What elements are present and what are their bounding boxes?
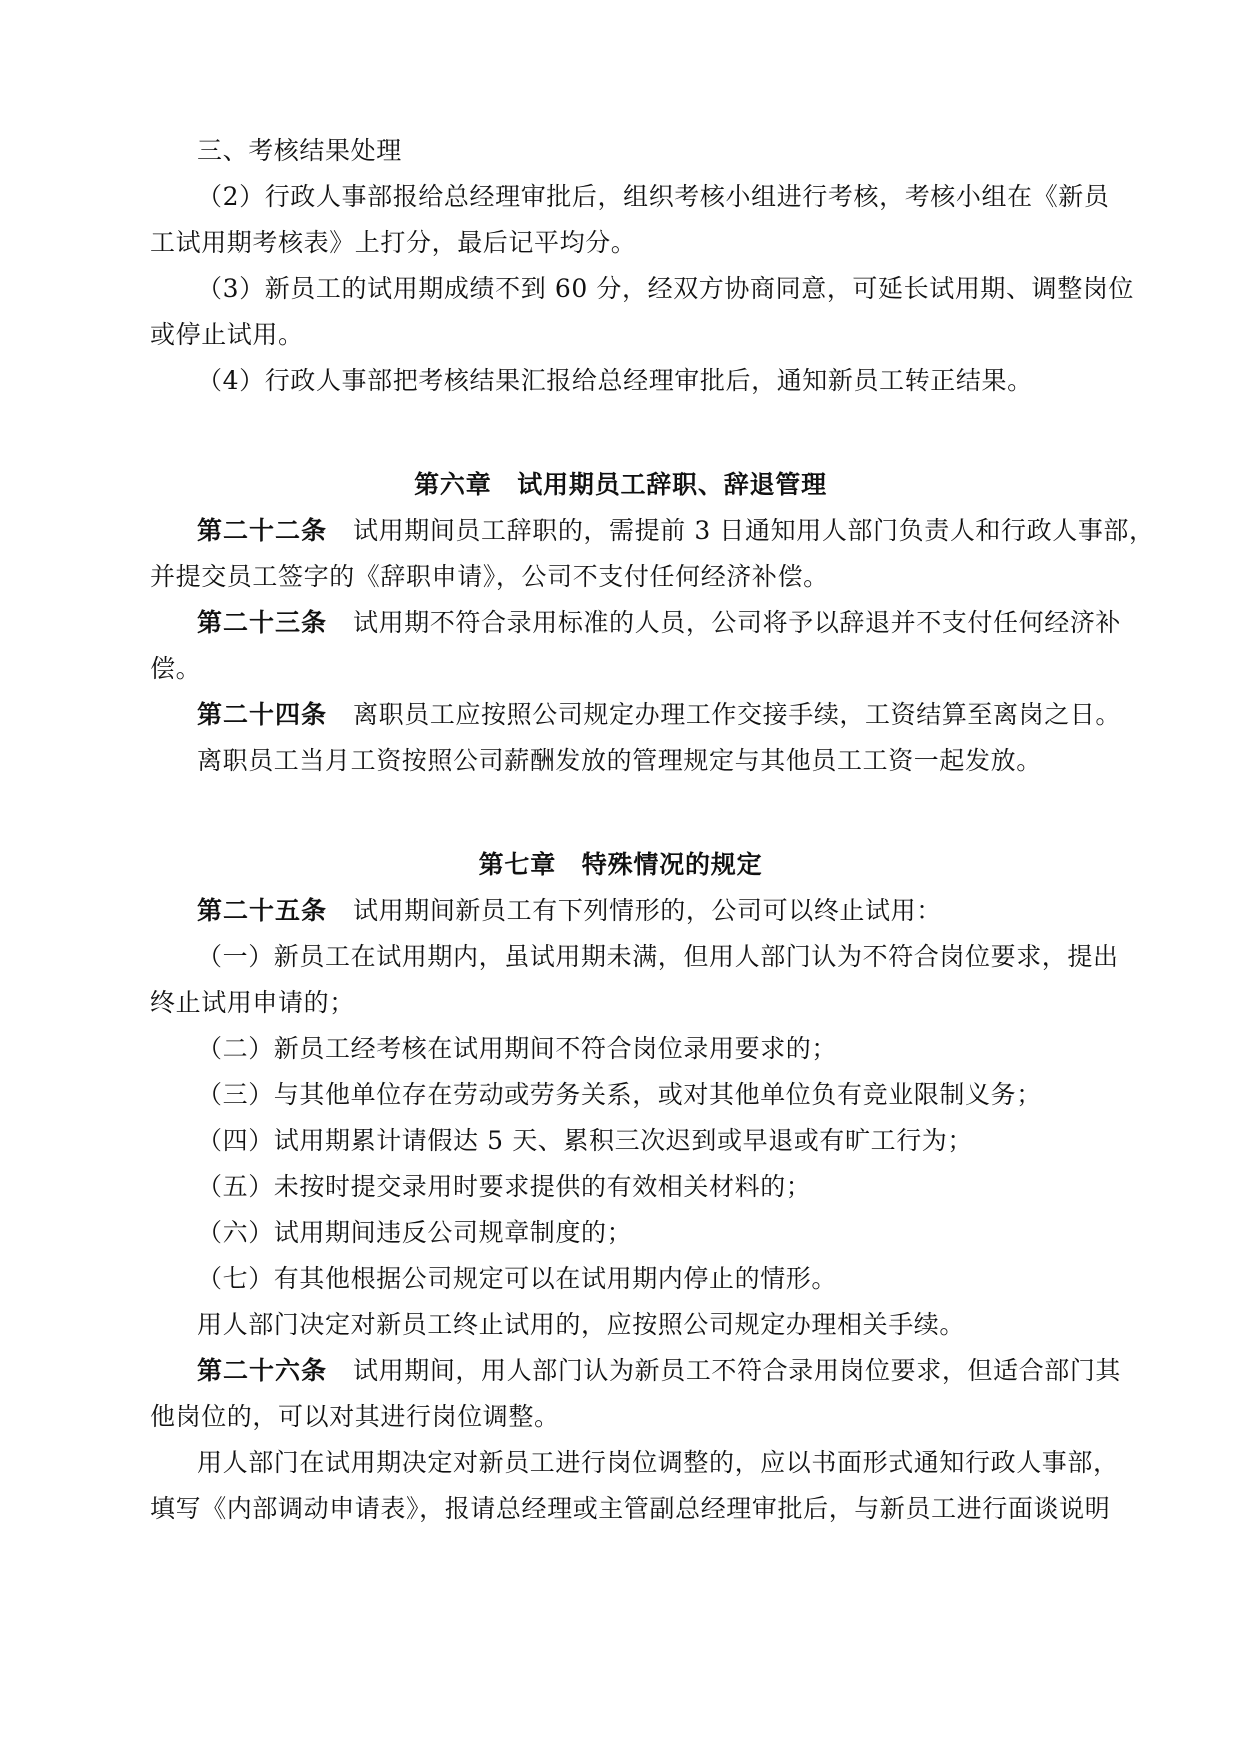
article-23 [197, 606, 1121, 640]
chapter-heading: 第六章 试用期员工辞职、辞退管理 [414, 470, 827, 499]
article-label: 第二十三条 [197, 608, 328, 637]
paragraph-line: 偿。 [150, 654, 202, 683]
paragraph-line: 终止试用申请的； [150, 988, 355, 1017]
article-label: 第二十四条 [197, 700, 328, 729]
list-item: （四）试用期累计请假达 5 天、累积三次迟到或早退或有旷工行为； [197, 1126, 974, 1155]
list-item: （五）未按时提交录用时要求提供的有效相关材料的； [197, 1172, 812, 1201]
paragraph-line: 用人部门在试用期决定对新员工进行岗位调整的，应以书面形式通知行政人事部， [197, 1448, 1119, 1477]
article-label: 第二十二条 [197, 516, 328, 545]
list-item: （二）新员工经考核在试用期间不符合岗位录用要求的； [197, 1034, 838, 1063]
list-item: （三）与其他单位存在劳动或劳务关系，或对其他单位负有竞业限制义务； [197, 1080, 1042, 1109]
article-25 [197, 894, 942, 928]
paragraph-line: 或停止试用。 [150, 320, 304, 349]
paragraph-line: 用人部门决定对新员工终止试用的，应按照公司规定办理相关手续。 [197, 1310, 966, 1339]
article-label: 第二十六条 [197, 1356, 328, 1385]
list-item: （七）有其他根据公司规定可以在试用期内停止的情形。 [197, 1264, 838, 1293]
article-text: 试用期间员工辞职的，需提前 3 日通知用人部门负责人和行政人事部， [353, 516, 1155, 545]
paragraph-line: 填写《内部调动申请表》，报请总经理或主管副总经理审批后，与新员工进行面谈说明 [150, 1494, 1111, 1523]
section-title: 三、考核结果处理 [197, 136, 402, 165]
article-24 [197, 698, 1121, 732]
paragraph-line: 离职员工当月工资按照公司薪酬发放的管理规定与其他员工工资一起发放。 [197, 746, 1042, 775]
chapter-heading: 第七章 特殊情况的规定 [478, 850, 763, 879]
article-text: 试用期不符合录用标准的人员，公司将予以辞退并不支付任何经济补 [353, 608, 1122, 637]
article-22 [197, 514, 1155, 548]
article-text: 试用期间新员工有下列情形的，公司可以终止试用： [353, 896, 942, 925]
paragraph-line: 他岗位的，可以对其进行岗位调整。 [150, 1402, 560, 1431]
paragraph-line: （4）行政人事部把考核结果汇报给总经理审批后，通知新员工转正结果。 [197, 366, 1033, 395]
paragraph-line: 工试用期考核表》上打分，最后记平均分。 [150, 228, 637, 257]
article-text: 试用期间，用人部门认为新员工不符合录用岗位要求，但适合部门其 [353, 1356, 1122, 1385]
article-label: 第二十五条 [197, 896, 328, 925]
paragraph-line: 并提交员工签字的《辞职申请》，公司不支付任何经济补偿。 [150, 562, 829, 591]
paragraph-line: （2）行政人事部报给总经理审批后，组织考核小组进行考核，考核小组在《新员 [197, 182, 1110, 211]
article-26 [197, 1354, 1121, 1388]
list-item: （一）新员工在试用期内，虽试用期未满，但用人部门认为不符合岗位要求，提出 [197, 942, 1119, 971]
list-item: （六）试用期间违反公司规章制度的； [197, 1218, 633, 1247]
paragraph-line: （3）新员工的试用期成绩不到 60 分，经双方协商同意，可延长试用期、调整岗位 [197, 274, 1135, 303]
article-text: 离职员工应按照公司规定办理工作交接手续，工资结算至离岗之日。 [353, 700, 1122, 729]
